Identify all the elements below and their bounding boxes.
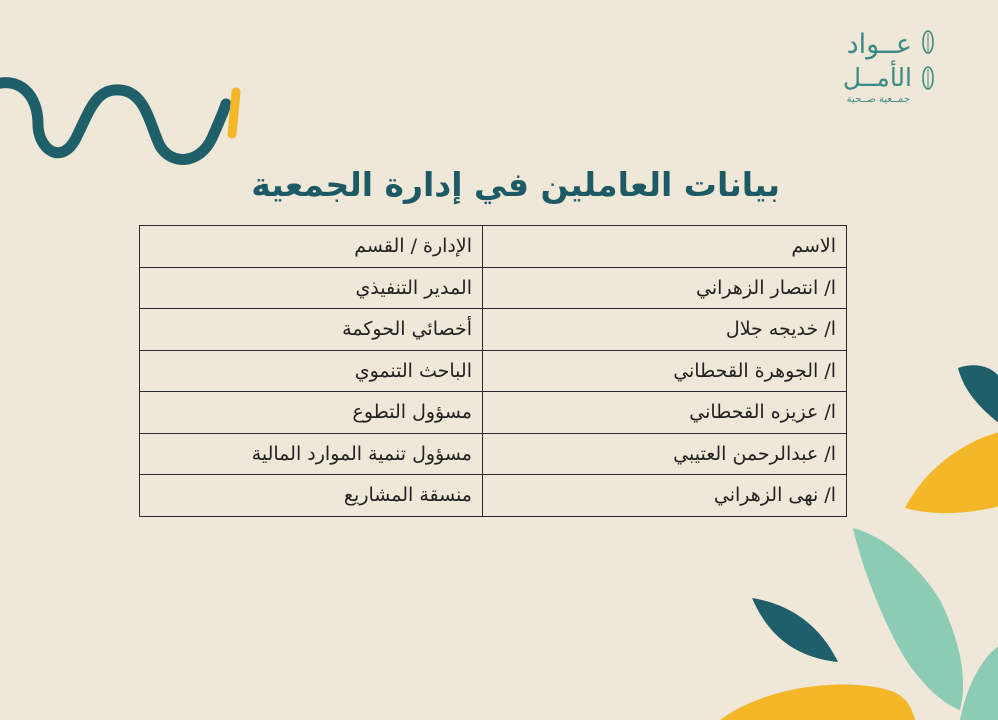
- staff-department: المدير التنفيذي: [140, 267, 483, 309]
- table-header-row: [140, 226, 847, 268]
- staff-department: منسقة المشاريع: [140, 475, 483, 517]
- leaf-emblem-icon: [918, 28, 938, 98]
- table-row: [140, 309, 847, 351]
- mint-leaf-icon: [853, 528, 963, 710]
- staff-name: ا/ انتصار الزهراني: [483, 267, 847, 309]
- yellow-leaf-bottom-icon: [720, 685, 915, 720]
- teal-leaf-bottom-icon: [752, 598, 838, 662]
- header-department: الإدارة / القسم: [140, 226, 483, 268]
- mint-leaf-corner-icon: [960, 645, 998, 720]
- staff-name: ا/ خديجه جلال: [483, 309, 847, 351]
- teal-wave-icon: [0, 83, 226, 160]
- teal-leaf-top-icon: [958, 365, 998, 424]
- staff-name: ا/ عبدالرحمن العتيبي: [483, 433, 847, 475]
- table-row: [140, 392, 847, 434]
- page-title: بيانات العاملين في إدارة الجمعية: [251, 165, 780, 204]
- staff-name: ا/ الجوهرة القحطاني: [483, 350, 847, 392]
- association-logo: [818, 28, 938, 110]
- logo-line-1: عــواد: [846, 29, 912, 60]
- yellow-stroke-icon: [232, 92, 236, 134]
- table-row: [140, 350, 847, 392]
- staff-table: [139, 225, 847, 517]
- staff-department: مسؤول تنمية الموارد المالية: [140, 433, 483, 475]
- table-row: [140, 433, 847, 475]
- staff-name: ا/ نهى الزهراني: [483, 475, 847, 517]
- staff-name: ا/ عزيزه القحطاني: [483, 392, 847, 434]
- header-name: الاسم: [483, 226, 847, 268]
- logo-line-3: جمــعية صــحية: [846, 94, 910, 105]
- staff-department: أخصائي الحوكمة: [140, 309, 483, 351]
- logo-line-2: الأمــل: [842, 63, 912, 92]
- staff-department: مسؤول التطوع: [140, 392, 483, 434]
- yellow-leaf-top-icon: [905, 432, 998, 513]
- table-row: [140, 475, 847, 517]
- staff-department: الباحث التنموي: [140, 350, 483, 392]
- table-row: [140, 267, 847, 309]
